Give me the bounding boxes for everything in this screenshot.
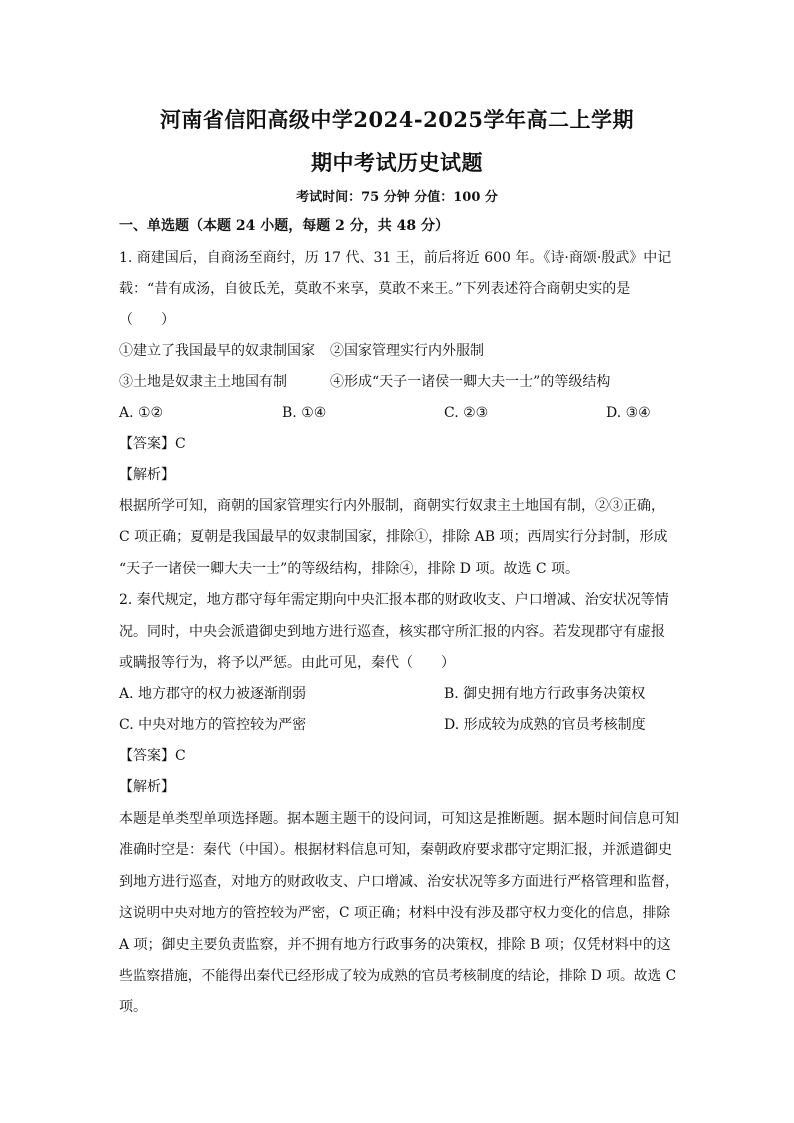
q1-stem-line-2: 载：“昔有成汤，自彼氐羌，莫敢不来享，莫敢不来王。”下列表述符合商朝史实的是 — [119, 281, 631, 297]
q2-analysis-line-4: 这说明中央对地方的管控较为严密，C 项正确；材料中没有涉及郡守权力变化的信息，排除 — [119, 905, 671, 921]
q1-stem-line-1: 1. 商建国后，自商汤至商纣，历 17 代、31 王，前后将近 600 年。《诗·商颂·殷武》中记 — [119, 250, 672, 266]
q1-item-1: ①建立了我国最早的奴隶制国家 — [119, 343, 315, 359]
q1-option-d: D. ③④ — [606, 405, 651, 421]
q2-analysis-line-5: A 项；御史主要负责监察，并不拥有地方行政事务的决策权，排除 B 项；仅凭材料中的这 — [119, 937, 671, 953]
q2-option-c: C. 中央对地方的管控较为严密 — [119, 717, 307, 733]
q1-item-4: ④形成“天子一诸侯一卿大夫一士”的等级结构 — [330, 374, 611, 390]
exam-info: 考试时间：75 分钟 分值：100 分 — [296, 190, 498, 205]
q1-analysis-line-2: C 项正确；夏朝是我国最早的奴隶制国家，排除①，排除 AB 项；西周实行分封制，形成 — [119, 529, 668, 545]
q2-option-a: A. 地方郡守的权力被逐渐削弱 — [119, 686, 307, 702]
q1-analysis-line-1: 根据所学可知，商朝的国家管理实行内外服制，商朝实行奴隶主土地国有制，②③正确， — [119, 498, 665, 514]
document-title-line-1: 河南省信阳高级中学2024-2025学年高二上学期 — [159, 107, 635, 132]
q2-analysis-line-1: 本题是单类型单项选择题。据本题主题干的设问词，可知这是推断题。据本题时间信息可知 — [119, 811, 679, 827]
q1-option-b: B. ①④ — [282, 405, 327, 421]
q1-item-2: ②国家管理实行内外服制 — [330, 343, 484, 359]
q2-option-d: D. 形成较为成熟的官员考核制度 — [444, 717, 646, 733]
q1-answer: 【答案】C — [119, 436, 186, 452]
q2-analysis-line-2: 准确时空是：秦代（中国）。根据材料信息可知，秦朝政府要求郡守定期汇报，并派遣御史 — [119, 842, 672, 858]
q2-stem-line-1: 2. 秦代规定，地方郡守每年需定期向中央汇报本郡的财政收支、户口增减、治安状况等情 — [119, 592, 669, 608]
q1-item-3: ③土地是奴隶主土地国有制 — [119, 374, 287, 390]
q2-answer: 【答案】C — [119, 748, 186, 764]
q2-analysis-line-7: 项。 — [119, 999, 147, 1015]
q1-analysis-label: 【解析】 — [119, 467, 175, 483]
q1-option-c: C. ②③ — [444, 405, 489, 421]
q2-option-b: B. 御史拥有地方行政事务决策权 — [444, 686, 646, 702]
document-title-line-2: 期中考试历史试题 — [311, 150, 483, 175]
section-heading: 一、单选题（本题 24 小题，每题 2 分，共 48 分） — [119, 218, 449, 234]
q1-analysis-line-3: “天子一诸侯一卿大夫一士”的等级结构，排除④，排除 D 项。故选 C 项。 — [119, 561, 580, 577]
q2-stem-line-3: 或瞒报等行为，将予以严惩。由此可见，秦代（ ） — [119, 655, 455, 671]
q2-stem-line-2: 况。同时，中央会派遣御史到地方进行巡查，核实郡守所汇报的内容。若发现郡守有虚报 — [119, 624, 665, 640]
q1-stem-line-3: （ ） — [119, 312, 175, 328]
q2-analysis-line-6: 些监察措施，不能得出秦代已经形成了较为成熟的官员考核制度的结论，排除 D 项。故选 C — [119, 968, 677, 984]
q2-analysis-line-3: 到地方进行巡查，对地方的财政收支、户口增减、治安状况等多方面进行严格管理和监督， — [119, 874, 679, 890]
q2-analysis-label: 【解析】 — [119, 779, 175, 795]
q1-option-a: A. ①② — [119, 405, 164, 421]
